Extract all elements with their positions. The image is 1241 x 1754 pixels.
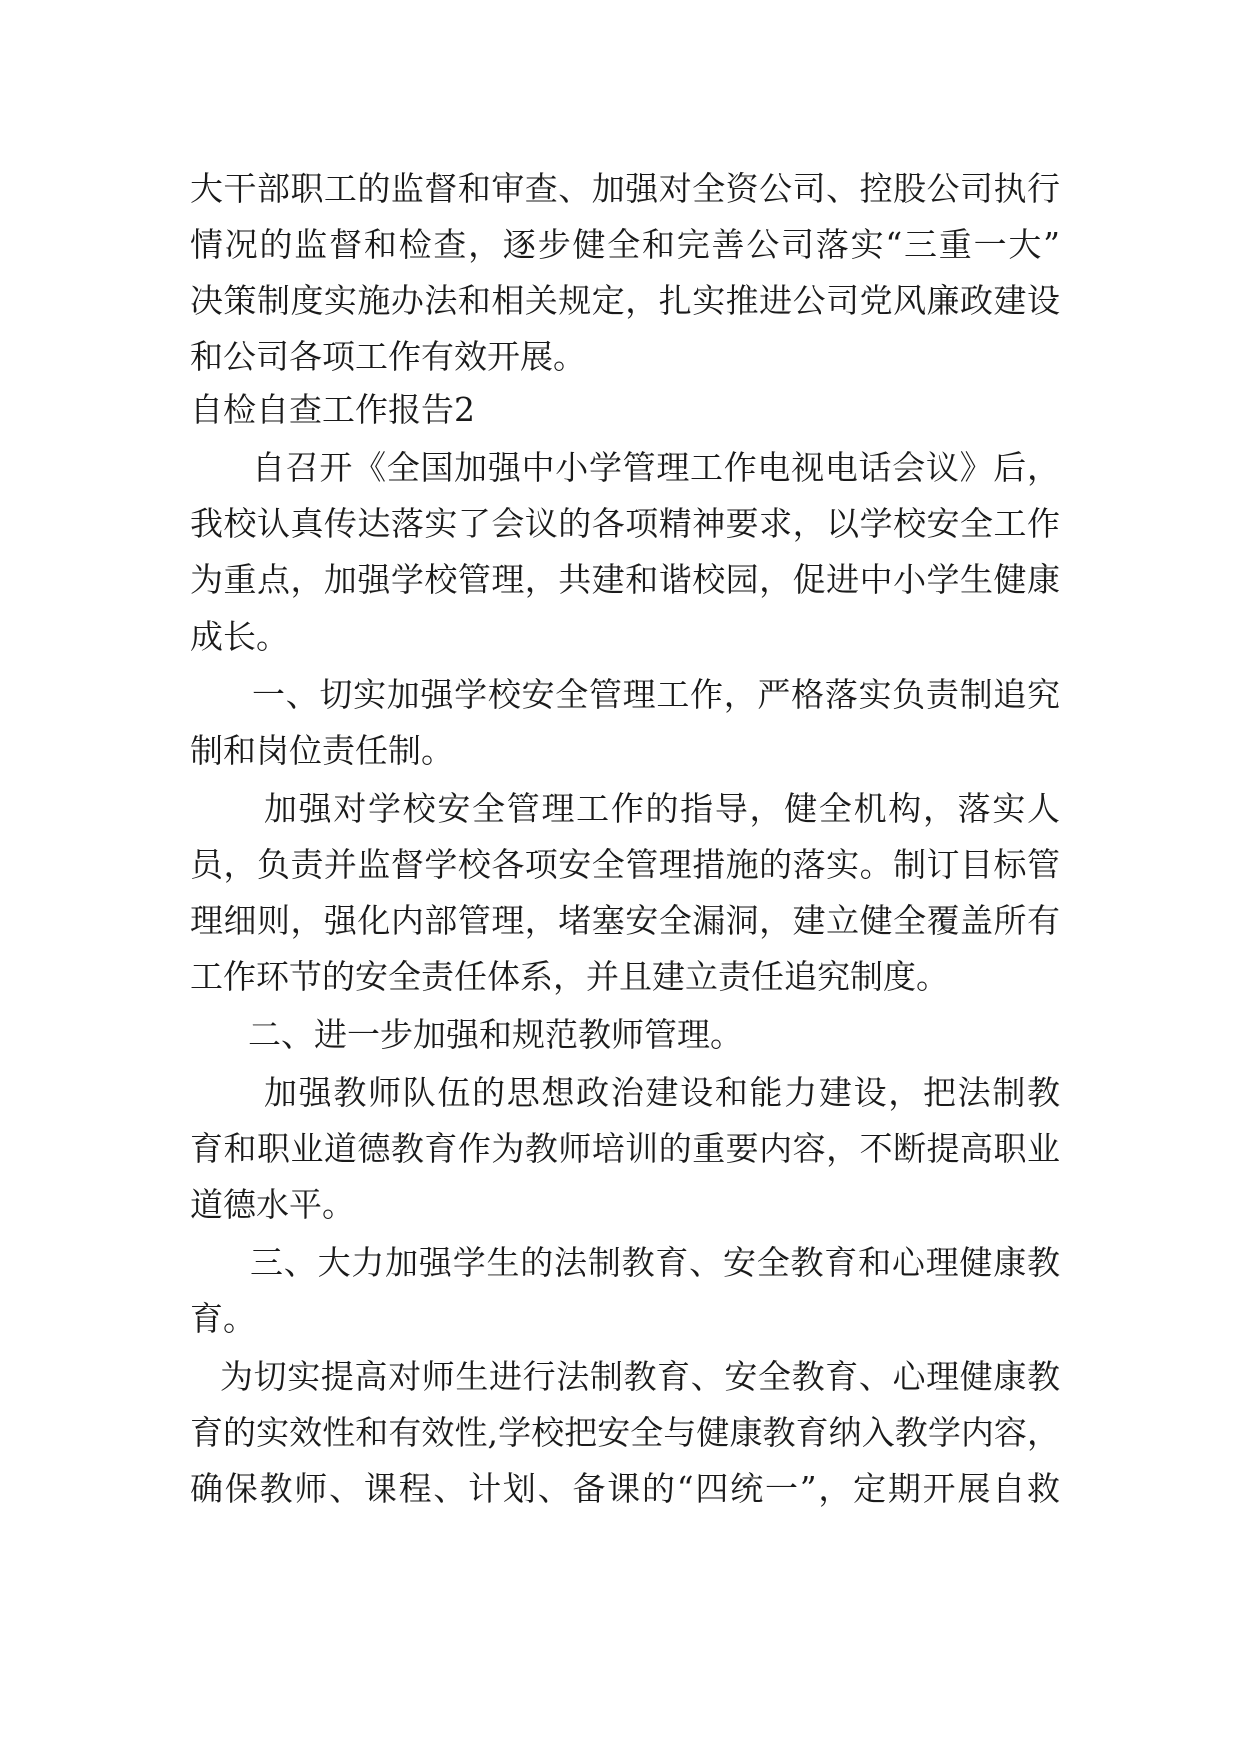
text-line: 加强对学校安全管理工作的指导，健全机构，落实人 (264, 789, 1060, 828)
text-line: 自召开《全国加强中小学管理工作电视电话会议》后， (252, 448, 1060, 487)
text-line: 情况的监督和检查，逐步健全和完善公司落实“三重一大” (190, 225, 1060, 264)
text-line: 大干部职工的监督和审查、加强对全资公司、控股公司执行 (190, 169, 1060, 208)
text-line: 育和职业道德教育作为教师培训的重要内容，不断提高职业 (190, 1129, 1060, 1168)
text-line: 为切实提高对师生进行法制教育、安全教育、心理健康教 (220, 1357, 1060, 1396)
text-line: 道德水平。 (190, 1185, 355, 1224)
text-line: 员，负责并监督学校各项安全管理措施的落实。制订目标管 (190, 845, 1060, 884)
text-line: 育的实效性和有效性,学校把安全与健康教育纳入教学内容， (190, 1413, 1060, 1452)
text-line: 成长。 (190, 617, 289, 656)
heading-1: 一、切实加强学校安全管理工作，严格落实负责制追究 (252, 675, 1060, 714)
text-line: 我校认真传达落实了会议的各项精神要求，以学校安全工作 (190, 504, 1060, 543)
section-title: 自检自查工作报告2 (190, 390, 475, 429)
heading-3: 三、大力加强学生的法制教育、安全教育和心理健康教 (250, 1243, 1060, 1282)
text-line: 为重点，加强学校管理，共建和谐校园，促进中小学生健康 (190, 560, 1060, 599)
text-line: 理细则，强化内部管理，堵塞安全漏洞，建立健全覆盖所有 (190, 901, 1060, 940)
text-line: 工作环节的安全责任体系，并且建立责任追究制度。 (190, 957, 949, 996)
heading-2: 二、进一步加强和规范教师管理。 (248, 1015, 743, 1054)
text-line: 制和岗位责任制。 (190, 731, 454, 770)
text-line: 和公司各项工作有效开展。 (190, 337, 586, 376)
text-line: 育。 (190, 1299, 256, 1338)
text-line: 决策制度实施办法和相关规定，扎实推进公司党风廉政建设 (190, 281, 1060, 320)
text-line: 确保教师、课程、计划、备课的“四统一”，定期开展自救 (190, 1469, 1060, 1508)
text-line: 加强教师队伍的思想政治建设和能力建设，把法制教 (264, 1073, 1060, 1112)
